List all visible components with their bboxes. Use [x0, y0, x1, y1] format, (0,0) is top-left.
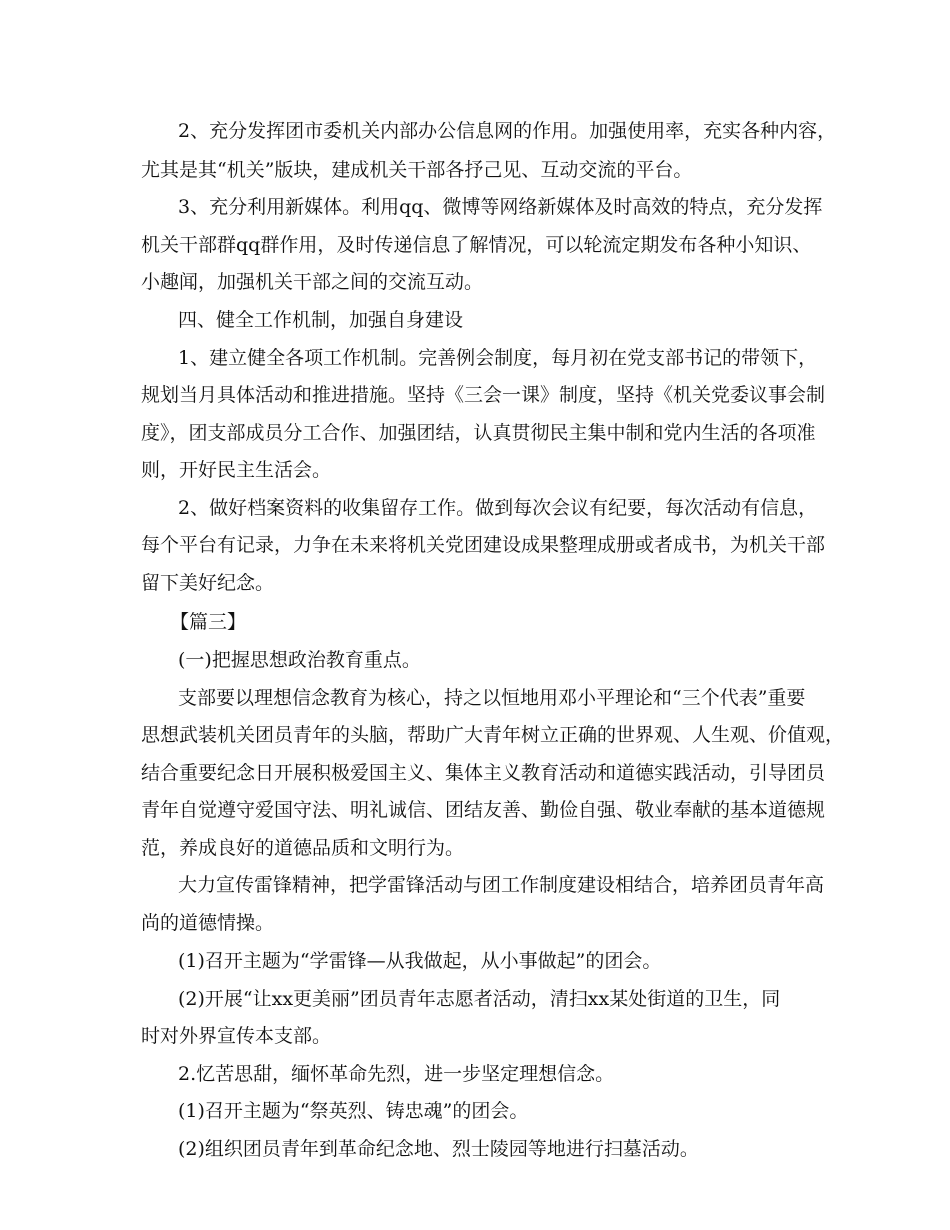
paragraph-line: 大力宣传雷锋精神，把学雷锋活动与团工作制度建设相结合，培养团员青年高: [178, 874, 825, 896]
paragraph-line: 2、做好档案资料的收集留存工作。做到每次会议有纪要，每次活动有信息，: [178, 497, 818, 519]
paragraph-line: 时对外界宣传本支部。: [141, 1025, 332, 1047]
paragraph-line: 3、充分利用新媒体。利用qq、微博等网络新媒体及时高效的特点，充分发挥: [178, 196, 823, 218]
paragraph-line: 小趣闻，加强机关干部之间的交流互动。: [141, 271, 484, 293]
paragraph-line: 则，开好民主生活会。: [141, 459, 332, 481]
paragraph-line: 青年自觉遵守爱国守法、明礼诚信、团结友善、勤俭自强、敬业奉献的基本道德规: [141, 799, 826, 821]
list-item: (2)开展“让xx更美丽”团员青年志愿者活动，清扫xx某处街道的卫生，同: [178, 988, 781, 1010]
list-item: (2)组织团员青年到革命纪念地、烈士陵园等地进行扫墓活动。: [178, 1138, 699, 1160]
list-item: (1)召开主题为“学雷锋—从我做起，从小事做起”的团会。: [178, 950, 662, 972]
paragraph-line: 机关干部群qq群作用，及时传递信息了解情况，可以轮流定期发布各种小知识、: [141, 234, 812, 256]
paragraph-line: 结合重要纪念日开展积极爱国主义、集体主义教育活动和道德实践活动，引导团员: [141, 762, 826, 784]
paragraph-line: 留下美好纪念。: [141, 572, 275, 594]
list-item: (1)召开主题为“祭英烈、铸忠魂”的团会。: [178, 1100, 529, 1122]
paragraph-line: 每个平台有记录，力争在未来将机关党团建设成果整理成册或者成书，为机关干部: [141, 534, 826, 556]
paragraph-line: 度》，团支部成员分工合作、加强团结，认真贯彻民主集中制和党内生活的各项准: [141, 422, 816, 444]
paragraph-line: 1、建立健全各项工作机制。完善例会制度，每月初在党支部书记的带领下，: [178, 347, 818, 369]
section-heading: 2.忆苦思甜，缅怀革命先烈，进一步坚定理想信念。: [178, 1063, 615, 1085]
paragraph-line: 规划当月具体活动和推进措施。坚持《三会一课》制度，坚持《机关党委议事会制: [141, 384, 826, 406]
section-heading: (一)把握思想政治教育重点。: [178, 649, 421, 671]
chapter-heading: 【篇三】: [170, 611, 247, 633]
paragraph-line: 尤其是其“机关”版块，建成机关干部各抒己见、互动交流的平台。: [141, 159, 693, 181]
paragraph-line: 尚的道德情操。: [141, 912, 275, 934]
paragraph-line: 思想武装机关团员青年的头脑，帮助广大青年树立正确的世界观、人生观、价值观，: [141, 724, 845, 746]
paragraph-line: 范，养成良好的道德品质和文明行为。: [141, 837, 465, 859]
paragraph-line: 2、充分发挥团市委机关内部办公信息网的作用。加强使用率，充实各种内容，: [178, 120, 837, 142]
section-heading: 四、健全工作机制，加强自身建设: [178, 309, 464, 331]
paragraph-line: 支部要以理想信念教育为核心，持之以恒地用邓小平理论和“三个代表”重要: [178, 687, 806, 709]
